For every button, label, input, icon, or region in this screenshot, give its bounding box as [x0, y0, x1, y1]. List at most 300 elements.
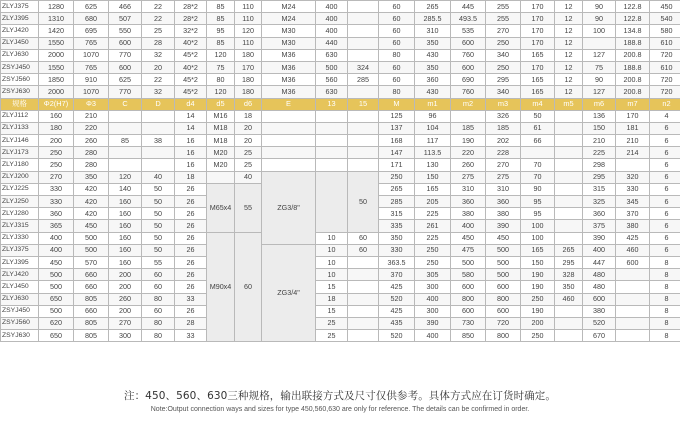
empty-diagonal-cell: [348, 317, 379, 329]
column-header: d4: [175, 98, 207, 110]
table-cell: M30: [262, 25, 316, 37]
table-cell: 26: [175, 196, 207, 208]
table-cell: 500: [39, 269, 74, 281]
empty-diagonal-cell: [555, 110, 583, 122]
table-cell: 670: [583, 330, 616, 342]
table-cell: 180: [235, 49, 262, 61]
table-cell: 6: [650, 183, 680, 195]
table-row: [1, 244, 680, 256]
table-cell: 136: [583, 110, 616, 122]
table-cell: 500: [39, 305, 74, 317]
table-cell: 90: [583, 74, 616, 86]
empty-diagonal-cell: [616, 269, 650, 281]
table-cell: 170: [616, 110, 650, 122]
table-cell: 190: [521, 269, 555, 281]
table-cell: 805: [74, 330, 109, 342]
empty-diagonal-cell: [142, 147, 175, 159]
table-row: [1, 171, 680, 183]
table-cell: 450: [451, 232, 486, 244]
empty-diagonal-cell: [555, 122, 583, 134]
table-cell: 26: [175, 183, 207, 195]
table-cell: 480: [583, 281, 616, 293]
table-cell: M24: [262, 1, 316, 13]
table-cell: 188.8: [616, 37, 650, 49]
table-cell: 630: [316, 49, 348, 61]
empty-diagonal-cell: [348, 293, 379, 305]
table-cell: 363.5: [379, 256, 415, 268]
table-cell: 12: [555, 25, 583, 37]
table-cell: 147: [379, 147, 415, 159]
table-cell: 600: [451, 37, 486, 49]
table-cell: 500: [486, 244, 521, 256]
table-cell: 12: [555, 86, 583, 98]
table-cell: 660: [74, 305, 109, 317]
model-cell: ZLYJ315: [1, 220, 39, 232]
table-cell: 275: [451, 171, 486, 183]
table-cell: 260: [451, 159, 486, 171]
table-cell: 270: [486, 25, 521, 37]
table-cell: 22: [142, 13, 175, 25]
table-cell: 340: [486, 86, 521, 98]
table-cell: 620: [39, 317, 74, 329]
table-cell: 250: [486, 37, 521, 49]
table-cell: 120: [207, 49, 235, 61]
table-cell: 12: [555, 13, 583, 25]
table-cell: 8: [650, 317, 680, 329]
empty-diagonal-cell: [316, 135, 348, 147]
table-cell: M20: [207, 147, 235, 159]
table-cell: 25: [235, 159, 262, 171]
table-cell: 310: [415, 25, 451, 37]
table-cell: 66: [521, 135, 555, 147]
table-cell: 140: [109, 183, 142, 195]
model-cell: ZLYJ225: [1, 183, 39, 195]
table-cell: 500: [74, 244, 109, 256]
table-cell: 335: [379, 220, 415, 232]
empty-diagonal-cell: [616, 305, 650, 317]
table-cell: 6: [650, 196, 680, 208]
table-cell: 690: [451, 74, 486, 86]
table-cell: 6: [650, 171, 680, 183]
table-row: [1, 74, 680, 86]
table-cell: 40*2: [175, 61, 207, 73]
model-cell: ZSYJ560: [1, 317, 39, 329]
table-cell: 150: [583, 122, 616, 134]
table-cell: 260: [109, 293, 142, 305]
table-cell: 110: [235, 13, 262, 25]
table-cell: 180: [39, 122, 74, 134]
table-cell: 440: [316, 37, 348, 49]
table-cell: 18: [316, 293, 348, 305]
table-cell: 32: [142, 86, 175, 98]
empty-diagonal-cell: [348, 86, 379, 98]
empty-diagonal-cell: [555, 183, 583, 195]
merged-cell-15: 50: [348, 171, 379, 232]
table-cell: 315: [379, 208, 415, 220]
table-cell: [451, 110, 486, 122]
table-cell: 360: [39, 208, 74, 220]
table-cell: 460: [555, 293, 583, 305]
model-cell: ZLYJ420: [1, 269, 39, 281]
empty-diagonal-cell: [142, 110, 175, 122]
table-row: [1, 147, 680, 159]
empty-diagonal-cell: [142, 122, 175, 134]
table-cell: 500: [74, 232, 109, 244]
table-cell: 345: [616, 196, 650, 208]
model-cell: ZLYJ375: [1, 1, 39, 13]
empty-diagonal-cell: [348, 1, 379, 13]
table-cell: 122.8: [616, 13, 650, 25]
empty-diagonal-cell: [262, 147, 316, 159]
table-cell: 600: [109, 37, 142, 49]
empty-diagonal-cell: [348, 159, 379, 171]
table-cell: 200: [39, 135, 74, 147]
table-cell: 435: [379, 317, 415, 329]
table-cell: 6: [650, 135, 680, 147]
table-cell: 360: [583, 208, 616, 220]
table-cell: 380: [616, 220, 650, 232]
model-cell: ZSYJ630: [1, 330, 39, 342]
table-cell: 275: [486, 171, 521, 183]
table-cell: 75: [207, 61, 235, 73]
table-cell: 1550: [39, 37, 74, 49]
table-cell: 800: [486, 293, 521, 305]
table-cell: 250: [415, 256, 451, 268]
empty-diagonal-cell: [555, 135, 583, 147]
table-cell: 25: [235, 147, 262, 159]
column-header: m5: [555, 98, 583, 110]
table-cell: 137: [379, 122, 415, 134]
empty-diagonal-cell: [555, 171, 583, 183]
column-header: d6: [235, 98, 262, 110]
table-cell: 330: [379, 244, 415, 256]
table-cell: 680: [74, 13, 109, 25]
table-cell: 10: [316, 232, 348, 244]
table-cell: 160: [109, 244, 142, 256]
table-cell: 50: [142, 183, 175, 195]
empty-diagonal-cell: [262, 135, 316, 147]
table-cell: 480: [583, 269, 616, 281]
table-cell: 134.8: [616, 25, 650, 37]
table-cell: 450: [650, 1, 680, 13]
table-cell: 120: [235, 25, 262, 37]
table-cell: 165: [521, 244, 555, 256]
table-cell: 160: [109, 196, 142, 208]
table-cell: 225: [415, 208, 451, 220]
table-cell: 260: [74, 135, 109, 147]
empty-diagonal-cell: [348, 122, 379, 134]
table-cell: 60: [142, 269, 175, 281]
table-cell: 630: [316, 86, 348, 98]
empty-diagonal-cell: [109, 147, 142, 159]
table-cell: 210: [583, 135, 616, 147]
table-cell: 85: [207, 37, 235, 49]
table-cell: 185: [451, 122, 486, 134]
table-cell: 420: [74, 183, 109, 195]
table-cell: 28: [142, 37, 175, 49]
table-cell: 160: [109, 232, 142, 244]
table-cell: 330: [616, 183, 650, 195]
table-cell: 285.5: [415, 13, 451, 25]
table-cell: 580: [650, 25, 680, 37]
empty-diagonal-cell: [555, 196, 583, 208]
table-cell: 168: [379, 135, 415, 147]
table-cell: 150: [415, 171, 451, 183]
table-cell: 380: [451, 208, 486, 220]
table-cell: 61: [521, 122, 555, 134]
column-header: D: [142, 98, 175, 110]
model-cell: ZLYJ180: [1, 159, 39, 171]
empty-diagonal-cell: [262, 110, 316, 122]
table-cell: 160: [109, 220, 142, 232]
table-cell: 560: [316, 74, 348, 86]
table-cell: 70: [521, 171, 555, 183]
table-cell: 50: [142, 208, 175, 220]
table-cell: M36: [262, 86, 316, 98]
table-cell: 110: [235, 1, 262, 13]
table-cell: 130: [415, 159, 451, 171]
table-cell: 28: [175, 317, 207, 329]
column-header: m1: [415, 98, 451, 110]
table-cell: 16: [175, 147, 207, 159]
table-cell: 600: [616, 256, 650, 268]
table-cell: 160: [109, 208, 142, 220]
table-cell: 60: [348, 232, 379, 244]
table-cell: 113.5: [415, 147, 451, 159]
table-cell: 60: [142, 281, 175, 293]
merged-cell-E: ZG3/4": [262, 244, 316, 342]
table-cell: 2000: [39, 49, 74, 61]
table-cell: 170: [521, 1, 555, 13]
table-cell: 520: [583, 317, 616, 329]
table-cell: 125: [379, 110, 415, 122]
model-cell: ZLYJ375: [1, 244, 39, 256]
table-cell: 60: [379, 1, 415, 13]
table-cell: 760: [451, 49, 486, 61]
empty-diagonal-cell: [616, 281, 650, 293]
empty-diagonal-cell: [142, 159, 175, 171]
table-cell: 1070: [74, 86, 109, 98]
table-cell: 12: [555, 49, 583, 61]
table-cell: 265: [379, 183, 415, 195]
table-cell: 80: [142, 293, 175, 305]
table-cell: 330: [39, 196, 74, 208]
table-cell: 32*2: [175, 25, 207, 37]
table-cell: 8: [650, 256, 680, 268]
table-cell: 85: [207, 13, 235, 25]
table-cell: 250: [415, 244, 451, 256]
table-cell: 425: [616, 232, 650, 244]
table-cell: 250: [39, 159, 74, 171]
table-cell: 190: [521, 281, 555, 293]
empty-diagonal-cell: [555, 147, 583, 159]
table-cell: M36: [262, 74, 316, 86]
table-cell: 14: [175, 122, 207, 134]
table-cell: 26: [175, 244, 207, 256]
table-cell: 450: [39, 256, 74, 268]
empty-diagonal-cell: [316, 122, 348, 134]
table-cell: 400: [451, 220, 486, 232]
table-cell: 117: [415, 135, 451, 147]
table-cell: 328: [555, 269, 583, 281]
table-cell: 8: [650, 305, 680, 317]
table-cell: 305: [415, 269, 451, 281]
table-cell: 625: [74, 1, 109, 13]
column-header: Φ2(H7): [39, 98, 74, 110]
empty-diagonal-cell: [555, 305, 583, 317]
table-cell: 200.8: [616, 86, 650, 98]
table-cell: 190: [451, 135, 486, 147]
table-cell: 6: [650, 244, 680, 256]
table-cell: 295: [583, 171, 616, 183]
table-cell: 520: [379, 293, 415, 305]
table-cell: 85: [109, 135, 142, 147]
table-cell: 80: [142, 330, 175, 342]
table-cell: 50: [142, 244, 175, 256]
table-row: [1, 317, 680, 329]
table-cell: 200: [109, 305, 142, 317]
table-cell: 18: [235, 110, 262, 122]
table-cell: 720: [650, 49, 680, 61]
table-cell: 45*2: [175, 49, 207, 61]
table-cell: 365: [39, 220, 74, 232]
table-cell: 765: [74, 61, 109, 73]
table-cell: 26: [175, 232, 207, 244]
table-cell: 360: [486, 196, 521, 208]
table-cell: 70: [521, 159, 555, 171]
table-cell: 340: [486, 49, 521, 61]
table-cell: 350: [74, 171, 109, 183]
table-row: [1, 330, 680, 342]
table-cell: 200: [109, 269, 142, 281]
table-cell: 160: [39, 110, 74, 122]
table-cell: 75: [583, 61, 616, 73]
table-cell: 720: [650, 74, 680, 86]
table-cell: 28*2: [175, 1, 207, 13]
table-cell: 430: [415, 86, 451, 98]
table-cell: 26: [175, 256, 207, 268]
table-cell: 250: [521, 330, 555, 342]
model-cell: ZLYJ280: [1, 208, 39, 220]
table-row: [1, 49, 680, 61]
table-cell: 185: [486, 122, 521, 134]
table-cell: 445: [451, 1, 486, 13]
table-cell: 12: [555, 1, 583, 13]
table-cell: 265: [555, 244, 583, 256]
table-cell: 50: [142, 220, 175, 232]
table-cell: 850: [451, 330, 486, 342]
table-cell: 60: [379, 61, 415, 73]
lower-table-body: [1, 110, 680, 342]
column-header: 15: [348, 98, 379, 110]
table-row: [1, 110, 680, 122]
table-cell: 181: [616, 122, 650, 134]
table-cell: 160: [109, 256, 142, 268]
table-cell: 447: [583, 256, 616, 268]
empty-diagonal-cell: [348, 269, 379, 281]
table-cell: 520: [379, 330, 415, 342]
table-cell: 165: [521, 49, 555, 61]
table-cell: 420: [74, 208, 109, 220]
table-cell: 50: [142, 232, 175, 244]
table-cell: 500: [486, 269, 521, 281]
notes-block: [0, 388, 680, 413]
table-cell: 285: [379, 196, 415, 208]
table-cell: 214: [616, 147, 650, 159]
table-cell: 45*2: [175, 74, 207, 86]
column-header: m4: [521, 98, 555, 110]
table-cell: 660: [74, 269, 109, 281]
table-cell: 475: [451, 244, 486, 256]
table-cell: 280: [74, 147, 109, 159]
header-row-body: [1, 98, 680, 110]
table-cell: 165: [521, 74, 555, 86]
model-cell: ZLYJ250: [1, 196, 39, 208]
empty-diagonal-cell: [555, 159, 583, 171]
table-cell: 800: [451, 293, 486, 305]
table-cell: 26: [175, 305, 207, 317]
empty-diagonal-cell: [348, 49, 379, 61]
table-cell: 8: [650, 330, 680, 342]
empty-diagonal-cell: [348, 135, 379, 147]
table-cell: 400: [316, 25, 348, 37]
table-cell: 298: [583, 159, 616, 171]
table-cell: 60: [379, 74, 415, 86]
table-cell: 425: [379, 281, 415, 293]
table-cell: 250: [379, 171, 415, 183]
empty-diagonal-cell: [348, 147, 379, 159]
table-row: [1, 293, 680, 305]
table-cell: M18: [207, 135, 235, 147]
table-cell: 25: [316, 330, 348, 342]
table-cell: 225: [583, 147, 616, 159]
table-cell: 570: [74, 256, 109, 268]
table-cell: 25: [142, 25, 175, 37]
empty-diagonal-cell: [262, 159, 316, 171]
table-cell: 380: [583, 305, 616, 317]
column-header: 规格: [1, 98, 39, 110]
table-cell: 90: [583, 13, 616, 25]
model-cell: ZLYJ133: [1, 122, 39, 134]
table-cell: 360: [451, 196, 486, 208]
table-cell: 15: [316, 305, 348, 317]
table-row: [1, 86, 680, 98]
table-cell: 180: [235, 74, 262, 86]
table-row: [1, 13, 680, 25]
table-cell: 370: [379, 269, 415, 281]
merged-cell-E: ZG3/8": [262, 171, 316, 244]
table-cell: 400: [415, 330, 451, 342]
table-cell: 60: [379, 13, 415, 25]
table-cell: 6: [650, 220, 680, 232]
empty-diagonal-cell: [109, 110, 142, 122]
empty-diagonal-cell: [316, 110, 348, 122]
table-cell: 120: [109, 171, 142, 183]
table-cell: 104: [415, 122, 451, 134]
note-chinese: 注：450、560、630三种规格，输出联接方式及尺寸仅供参考。具体方式应在订货时确定。: [123, 390, 557, 402]
table-cell: M18: [207, 122, 235, 134]
table-cell: 50: [521, 110, 555, 122]
table-cell: 171: [379, 159, 415, 171]
table-cell: 90: [521, 183, 555, 195]
table-cell: 1850: [39, 74, 74, 86]
table-cell: 100: [521, 232, 555, 244]
table-cell: 16: [175, 135, 207, 147]
table-cell: 33: [175, 330, 207, 342]
table-cell: 270: [486, 159, 521, 171]
model-cell: ZSYJ450: [1, 61, 39, 73]
table-row: [1, 122, 680, 134]
